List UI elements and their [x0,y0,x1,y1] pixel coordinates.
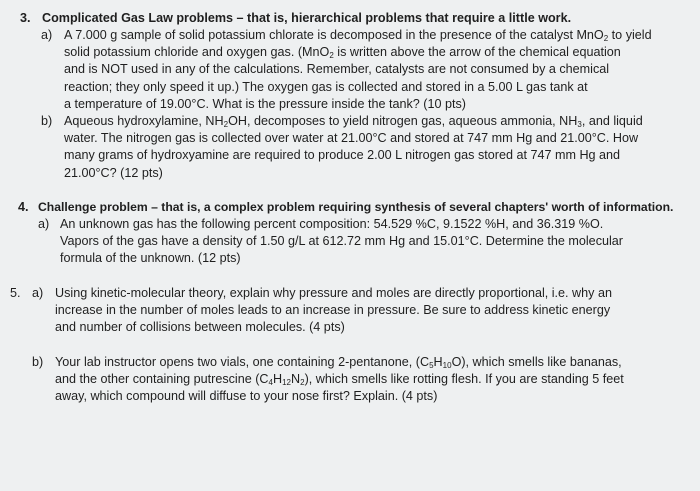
q5a-line: increase in the number of moles leads to an increase in pressure. Be sure to address kinetic energy [55,303,611,318]
q5b-line: away, which compound will diffuse to your nose first? Explain. (4 pts) [55,389,438,404]
q5a-label: a) [32,286,44,300]
q3a-line: solid potassium chloride and oxygen gas. (MnO$_2$ is written above the arrow of the chemical equation [64,45,621,61]
q4a-line: formula of the unknown. (12 pts) [60,251,241,266]
q3a-line: reaction; they only speed it up.) The oxygen gas is collected and stored in a 5.00 L gas tank at [64,79,588,94]
q5b-line: Your lab instructor opens two vials, one containing 2-pentanone, $(C_5H_{10}O)$, which smells like bananas, [55,355,622,370]
q4a-label: a) [38,217,50,231]
q3a-label: a) [41,28,53,42]
q4a-text [60,216,623,268]
q3b-line: 21.00°C? (12 pts) [64,165,163,180]
q5a-text [55,285,612,337]
q5-number: 5. [10,286,21,300]
q3a-line: and is NOT used in any of the calculations. Remember, catalysts are not consumed by a chemical [64,62,610,77]
q5a-line: Using kinetic-molecular theory, explain why pressure and moles are directly proportional, i.e. why an [55,286,612,300]
q3a-line: A 7.000 g sample of solid potassium chlorate is decomposed in the presence of the catalyst MnO$_2$ to yield [64,28,652,43]
q5b-line: and the other containing putrescine $(C_4H_{12}N_2)$, which smells like rotting flesh. If you are standing 5 feet [55,372,624,388]
q5b-label: b) [32,355,44,369]
q3a-line: a temperature of 19.00°C. What is the pressure inside the tank? (10 pts) [64,96,466,111]
q3b-text [64,113,643,182]
q5b-text [55,354,624,406]
q4-heading: Challenge problem – that is, a complex problem requiring synthesis of several chapters' worth of information. [38,200,674,214]
q3b-line: many grams of hydroxyamine are required to produce 2.00 L nitrogen gas stored at 747 mm Hg and [64,148,621,163]
q4-number: 4. [18,200,29,214]
q3a-text [64,27,652,113]
q5a-line: and number of collisions between molecules. (4 pts) [55,320,345,335]
q3b-line: Aqueous hydroxylamine, $NH_2OH$, decomposes to yield nitrogen gas, aqueous ammonia, $NH_3$, and liquid [64,114,643,129]
q3-heading: Complicated Gas Law problems – that is, hierarchical problems that require a little work. [42,11,572,25]
q3b-line: water. The nitrogen gas is collected over water at 21.00°C and stored at 747 mm Hg and 21.00°C. How [64,131,639,146]
q3b-label: b) [41,114,53,128]
q4a-line: An unknown gas has the following percent composition: 54.529 %C, 9.1522 %H, and 36.319 %O. [60,217,604,231]
q4a-line: Vapors of the gas have a density of 1.50 g/L at 612.72 mm Hg and 15.01°C. Determine the molecular [60,234,623,249]
q3-number: 3. [20,11,31,25]
